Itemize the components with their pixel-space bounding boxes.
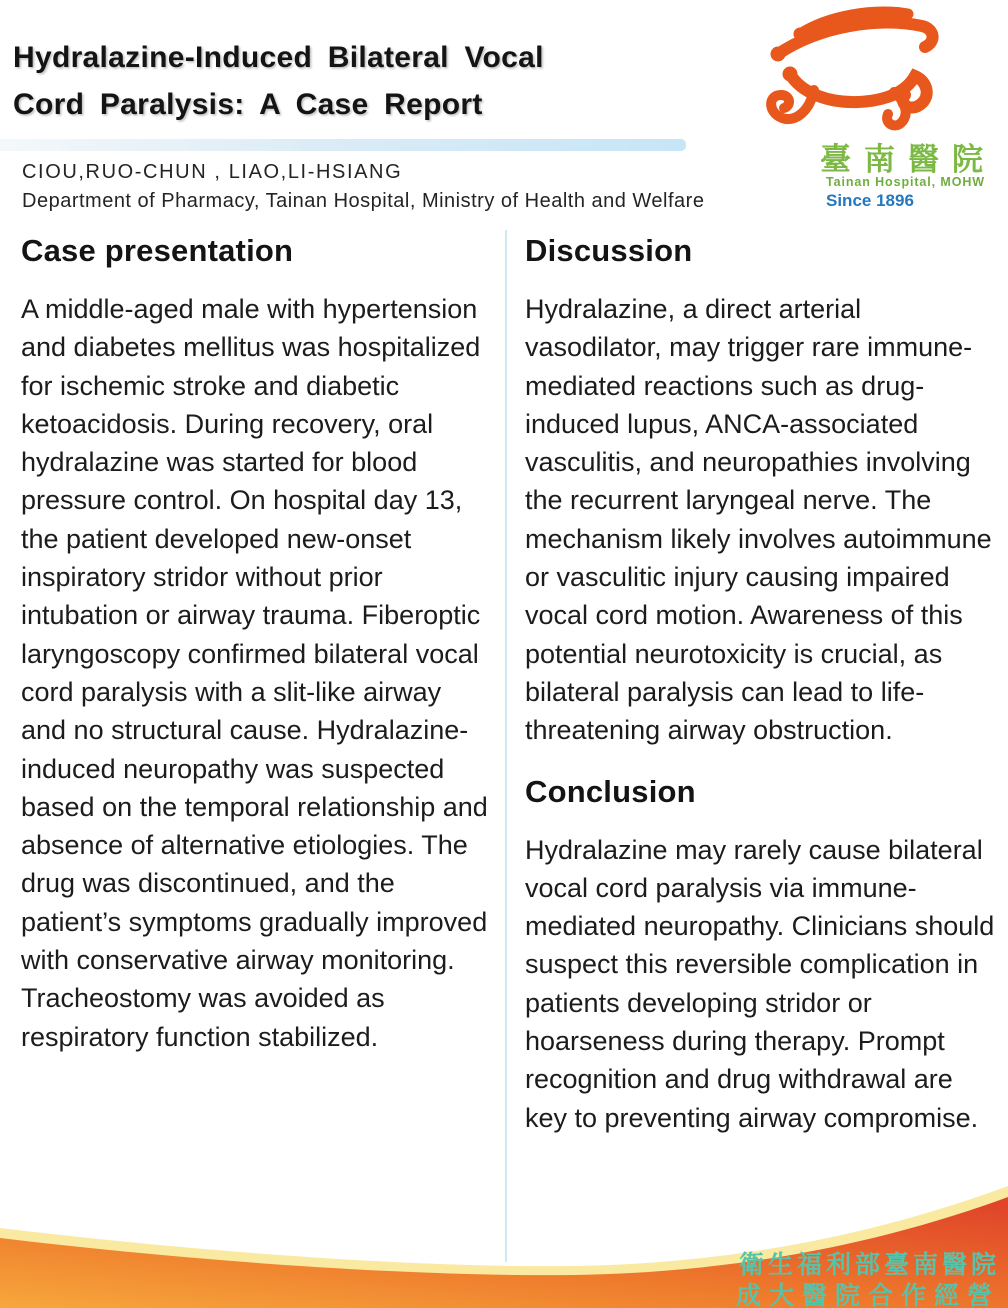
page-title-line2: Cord Paralysis: A Case Report (13, 88, 483, 121)
title-underline-band (0, 139, 686, 151)
discussion-body: Hydralazine, a direct arterial vasodilator, may trigger rare immune-mediated reactions such as drug-induced lupus, ANCA-associated vasculitis, and neuropathies involving the recurrent laryngeal nerve. The mechanism likely involves autoimmune or vasculitic injury causing impaired vocal cord motion. Awareness of this potential neurotoxicity is crucial, as bilateral paralysis can lead to life-threatening airway obstruction. (525, 294, 992, 746)
case-presentation-body: A middle-aged male with hypertension and diabetes mellitus was hospitalized for ischemic stroke and diabetic ketoacidosis. During recovery, oral hydralazine was started for blood pressure control. On hospital day 13, the patient developed new-onset inspiratory stridor without prior intubation or airway trauma. Fiberoptic laryngoscopy confirmed bilateral vocal cord paralysis with a slit-like airway and no structural cause. Hydralazine-induced neuropathy was suspected based on the temporal relationship and absence of alternative etiologies. The drug was discontinued, and the patient’s symptoms gradually improved with conservative airway monitoring. Tracheostomy was avoided as respiratory function stabilized. (21, 294, 488, 1052)
hospital-since-label: Since 1896 (826, 191, 914, 210)
affiliation-line: Department of Pharmacy, Tainan Hospital, Ministry of Health and Welfare (22, 190, 705, 212)
authors-line: CIOU,RUO-CHUN , LIAO,LI-HSIANG (22, 161, 403, 183)
footer-hospital-name-line: 衛生福利部臺南醫院 (738, 1250, 1000, 1279)
conclusion-heading: Conclusion (525, 773, 696, 809)
hospital-name-english: Tainan Hospital, MOHW (826, 175, 985, 189)
page-title-line1: Hydralazine-Induced Bilateral Vocal (13, 41, 544, 74)
hospital-name-chinese: 臺南醫院 (820, 142, 996, 178)
footer-cooperation-line: 成大醫院合作經營 (735, 1281, 1000, 1308)
case-presentation-heading: Case presentation (21, 233, 294, 268)
column-divider (505, 230, 507, 1262)
discussion-conclusion-column (525, 233, 1001, 1137)
case-presentation-section (21, 233, 489, 1056)
page-title (13, 34, 713, 128)
hospital-logo-icon (758, 4, 958, 140)
discussion-heading: Discussion (525, 233, 693, 268)
conclusion-body: Hydralazine may rarely cause bilateral vocal cord paralysis via immune-mediated neuropathy. Clinicians should suspect this reversible complication in patients developing stridor or hoarseness during therapy. Prompt recognition and drug withdrawal are key to preventing airway compromise. (525, 834, 995, 1133)
